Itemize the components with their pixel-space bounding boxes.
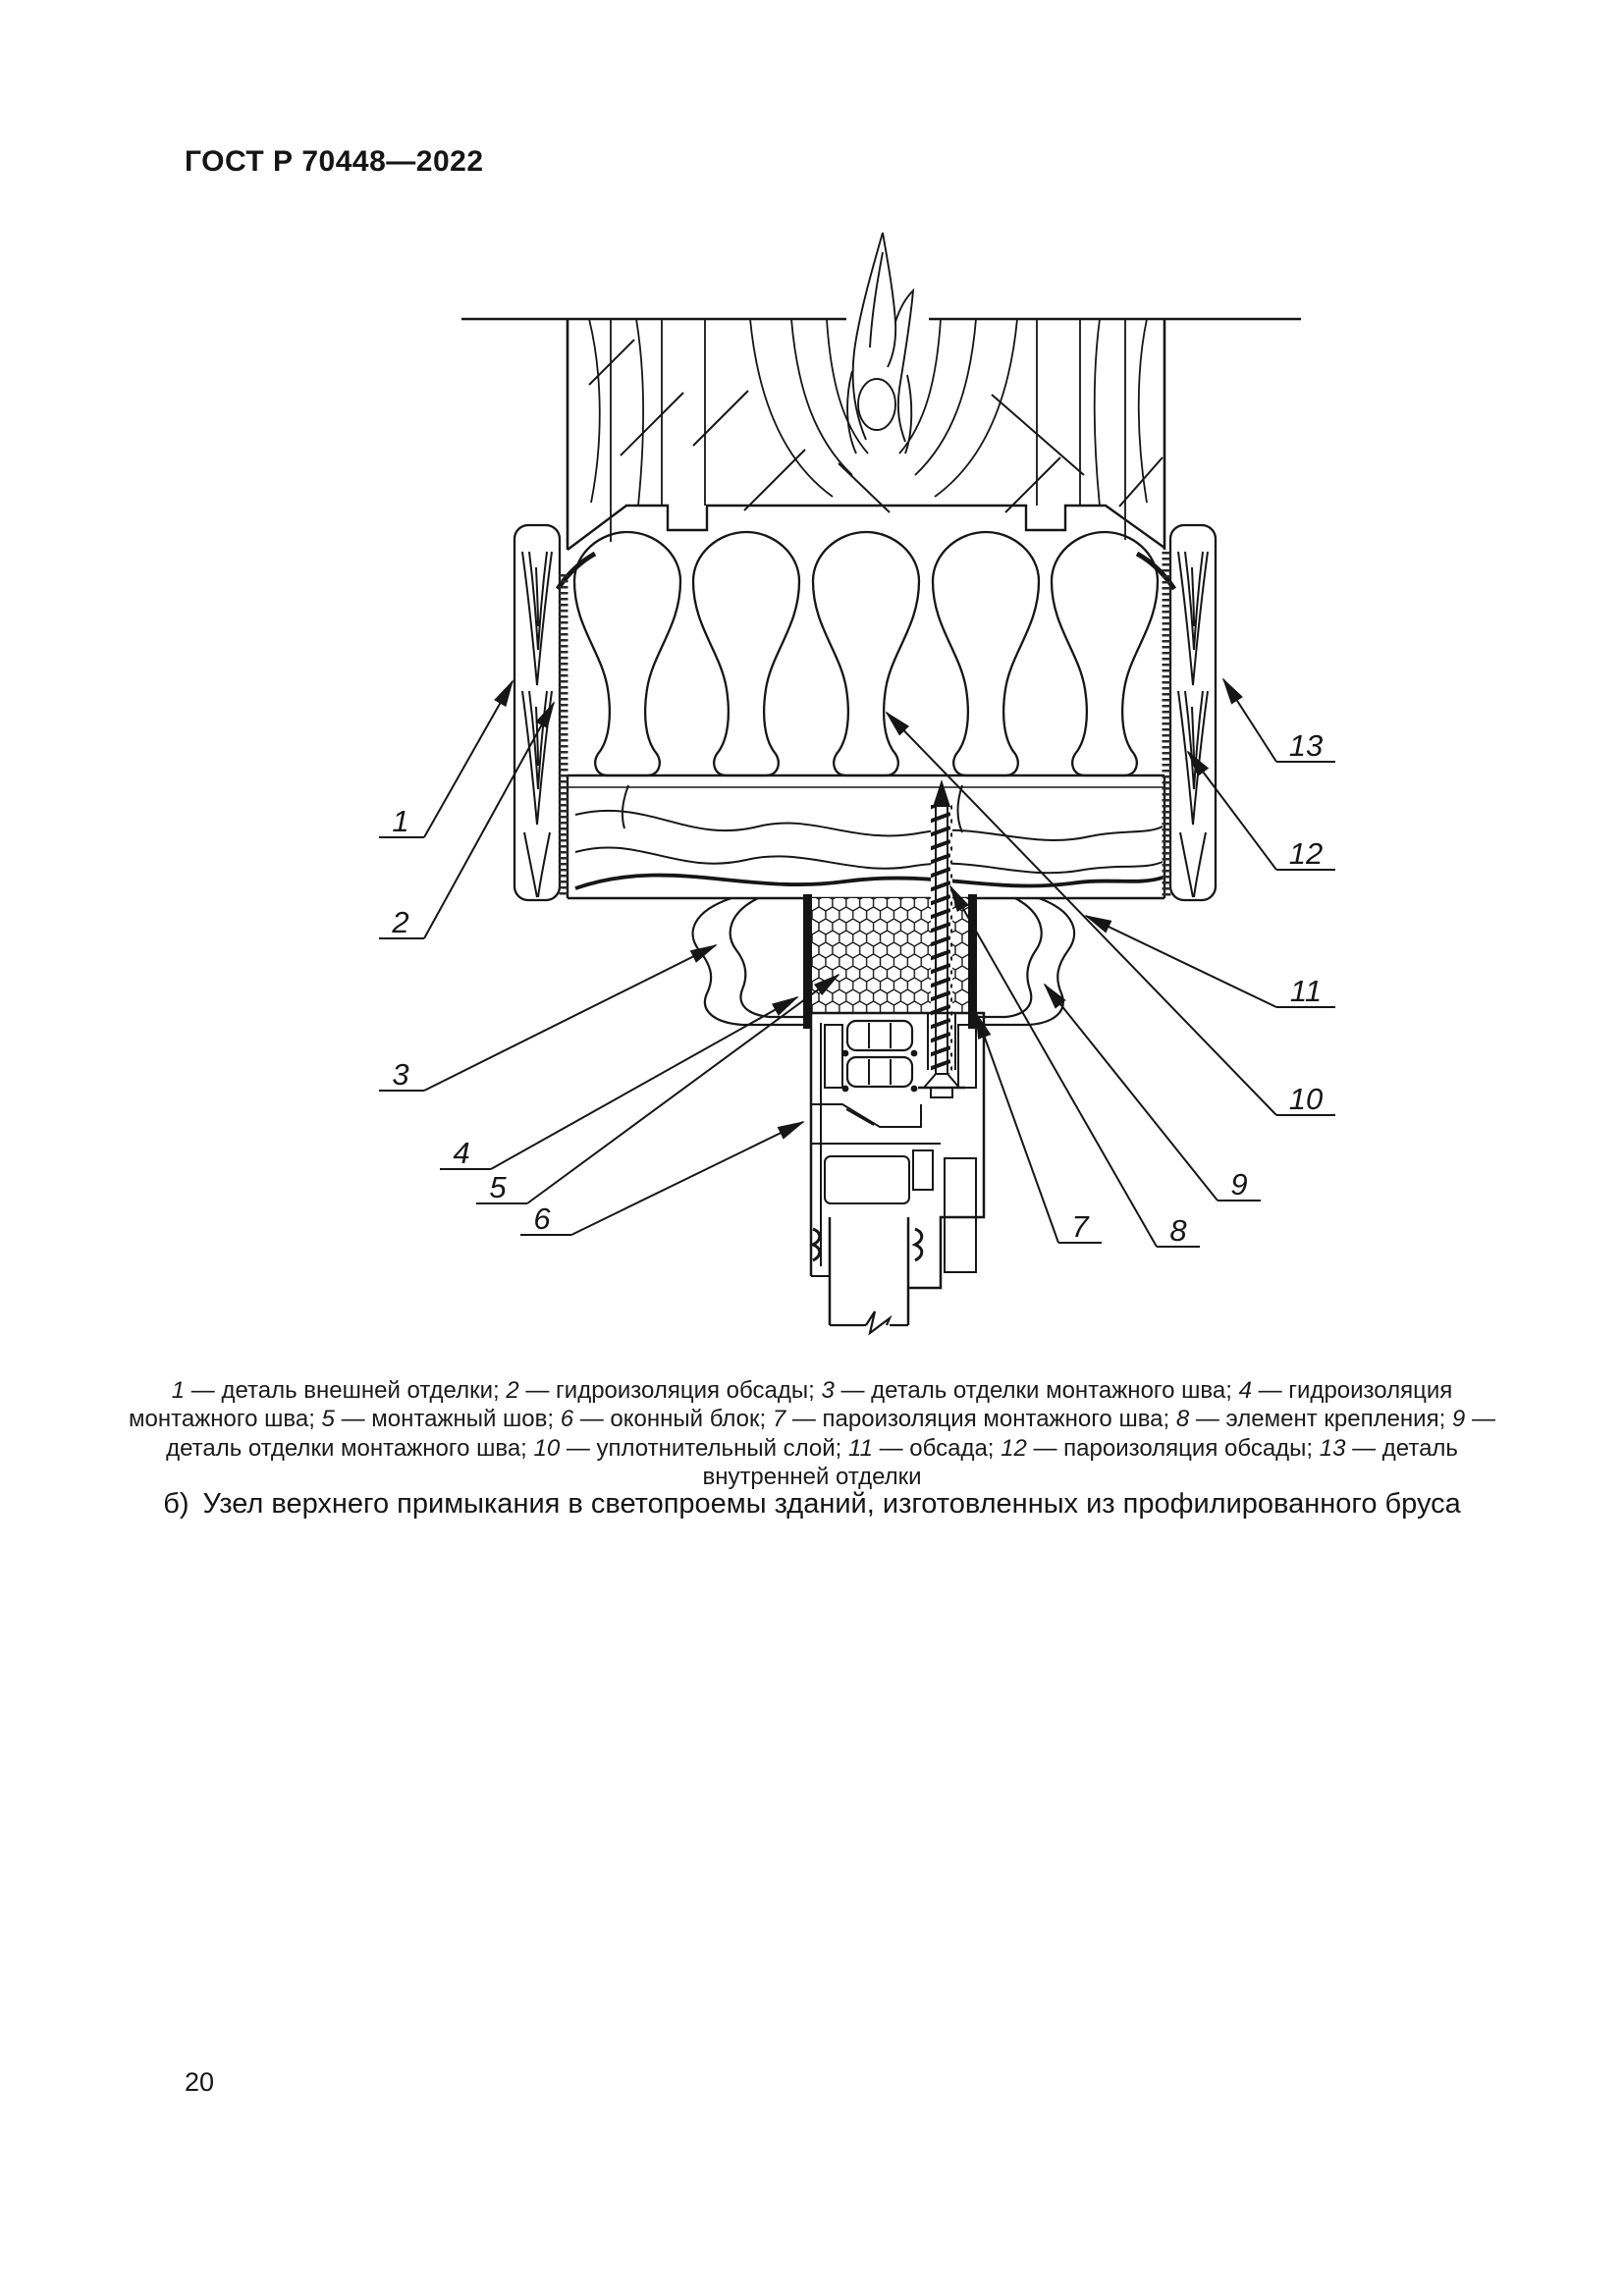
figure-label-1: 1 [392,804,409,838]
glass-unit [830,1217,908,1333]
seam-trim-left [693,898,803,1025]
window-frame-profile [811,1013,984,1288]
figure-caption [125,1488,1499,1521]
seam-hydroisolation-bar [803,894,812,1029]
figure-label-7: 7 [1071,1209,1089,1244]
figure-caption-text: Узел верхнего примыкания в светопроемы зданий, изготовленных из профилированного бруса [202,1488,1461,1520]
break-symbol [866,1311,890,1333]
seam-trim-right [977,898,1074,1025]
figure-label-4: 4 [453,1136,470,1170]
figure-label-8: 8 [1169,1213,1187,1248]
figure-label-3: 3 [392,1057,409,1092]
figure-label-10: 10 [1288,1082,1324,1116]
figure-label-12: 12 [1288,836,1324,871]
figure-label-5: 5 [489,1170,507,1204]
figure-label-13: 13 [1288,728,1324,763]
exterior-trim-board [514,525,560,900]
gasket-clip-left [813,1229,820,1260]
figure-caption-prefix: б) [163,1488,189,1520]
seal-lobes [574,532,1158,775]
figure-label-6: 6 [533,1201,551,1236]
figure-label-2: 2 [392,905,409,939]
figure-legend: 1 — деталь внешней отделки; 2 — гидроизоляция обсады; 3 — деталь отделки монтажного шва; 4 — гидроизоляция монтажного шва; 5 — монтажный шов; 6 — оконный блок; 7 — пароизоляция монтажного шва; 8 — элемент крепления; 9 — деталь отделки монтажного шва; 10 — уплотнительный слой; 11 — обсада; 12 — пароизоляция обсады; 13 — деталь внутренней отделки [129,1377,1495,1490]
glazing-gaskets [842,1021,918,1092]
timber-beam [568,233,1164,550]
page-number: 20 [185,2067,215,2097]
obsada-beam [568,775,1164,898]
profiled-lobes-band [558,506,1174,775]
figure-label-9: 9 [1230,1167,1248,1201]
figure-label-11: 11 [1289,974,1323,1008]
seam-vapour-bar [968,894,977,1029]
document-header: ГОСТ Р 70448—2022 [185,145,484,178]
interior-trim-board [1170,525,1216,900]
gasket-clip-right [915,1229,922,1260]
